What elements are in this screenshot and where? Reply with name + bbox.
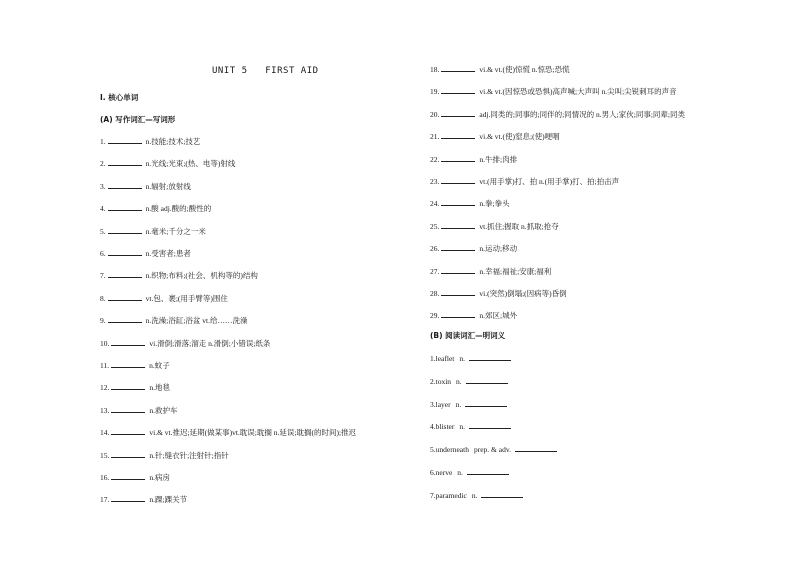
page-title: UNIT 5 FIRST AID bbox=[212, 66, 319, 76]
item-word: underneath bbox=[435, 445, 469, 455]
answer-blank bbox=[108, 270, 142, 278]
vocab-item bbox=[100, 494, 187, 505]
item-number: 24. bbox=[430, 199, 440, 209]
item-definition: adj.同类的;同事的;同伴的;同情况的 n.男人;家伙;同事;同辈;同类 bbox=[479, 109, 685, 119]
item-definition: n.织物;布料;(社会、机构等的)结构 bbox=[145, 271, 258, 281]
item-definition: n.毫米;千分之一米 bbox=[145, 226, 206, 236]
item-definition: n.运动;移动 bbox=[479, 244, 518, 254]
item-definition: n.拳;拳头 bbox=[479, 199, 510, 209]
vocab-item bbox=[100, 248, 191, 259]
answer-blank bbox=[441, 310, 475, 318]
item-definition: vi.& vt.推迟;延期(做某事)vt.耽误;耽搁 n.延误;耽搁(的时间);推迟 bbox=[149, 428, 357, 438]
answer-blank bbox=[441, 109, 475, 117]
item-definition: vt.抓住;握取 n.抓取;抢夺 bbox=[479, 221, 559, 231]
reading-item bbox=[430, 444, 561, 455]
item-number: 11. bbox=[100, 361, 110, 370]
item-number: 5. bbox=[100, 226, 106, 236]
reading-item bbox=[430, 376, 512, 387]
item-number: 2. bbox=[100, 159, 106, 169]
item-definition: n.幸福;福祉;安康;福利 bbox=[479, 266, 552, 276]
vocab-item bbox=[100, 270, 258, 281]
item-definition: n.光线;光束;(热、电等)射线 bbox=[145, 159, 236, 169]
item-number: 18. bbox=[430, 65, 440, 74]
item-word: nerve bbox=[435, 468, 453, 477]
answer-blank bbox=[108, 203, 142, 211]
section-heading-writing-vocab: (A) 写作词汇—写词形 bbox=[100, 115, 176, 124]
item-number: 4. bbox=[100, 204, 106, 214]
answer-blank bbox=[466, 376, 508, 384]
item-number: 28. bbox=[430, 289, 440, 298]
item-number: 16. bbox=[100, 473, 110, 482]
item-definition: n.技能;技术;技艺 bbox=[145, 137, 201, 146]
item-number: 25. bbox=[430, 221, 440, 231]
item-number: 4. bbox=[430, 422, 436, 432]
item-number: 2. bbox=[430, 376, 436, 386]
answer-blank bbox=[441, 64, 475, 72]
answer-blank bbox=[441, 221, 475, 229]
item-number: 22. bbox=[430, 154, 440, 164]
vocab-item bbox=[100, 181, 191, 192]
vocab-item bbox=[430, 154, 517, 165]
reading-item bbox=[430, 467, 513, 478]
reading-item bbox=[430, 353, 515, 364]
item-definition: vi.滑倒;滑落;溜走 n.滑倒;小错误;纸条 bbox=[149, 338, 271, 348]
item-number: 13. bbox=[100, 405, 110, 415]
answer-blank bbox=[111, 450, 145, 458]
answer-blank bbox=[465, 399, 507, 407]
answer-blank bbox=[441, 266, 475, 274]
item-part-of-speech: n. bbox=[455, 399, 462, 409]
item-definition: n.酸 adj.酸的;酸性的 bbox=[145, 204, 212, 214]
item-definition: n.针;缝衣针;注射针;指针 bbox=[149, 450, 229, 460]
item-part-of-speech: n. bbox=[457, 468, 463, 477]
item-number: 17. bbox=[100, 495, 110, 505]
answer-blank bbox=[111, 338, 145, 346]
reading-item bbox=[430, 490, 527, 501]
item-part-of-speech: n. bbox=[459, 422, 465, 432]
item-definition: n.蚊子 bbox=[149, 361, 170, 370]
answer-blank bbox=[441, 154, 475, 162]
item-definition: n.牛排;肉排 bbox=[479, 154, 518, 164]
vocab-item bbox=[430, 86, 677, 97]
item-number: 5. bbox=[430, 445, 436, 455]
item-part-of-speech: n. bbox=[471, 490, 478, 500]
answer-blank bbox=[111, 360, 145, 368]
item-number: 14. bbox=[100, 428, 110, 438]
item-number: 6. bbox=[430, 468, 436, 477]
item-definition: n.救护车 bbox=[149, 405, 178, 415]
answer-blank bbox=[481, 490, 523, 498]
vocab-item bbox=[100, 405, 178, 416]
vocab-item bbox=[100, 315, 248, 326]
vocab-item bbox=[100, 450, 229, 461]
vocab-item bbox=[100, 293, 228, 304]
vocab-item bbox=[430, 266, 551, 277]
answer-blank bbox=[441, 176, 475, 184]
item-part-of-speech: n. bbox=[459, 354, 465, 363]
answer-blank bbox=[111, 382, 145, 390]
item-number: 15. bbox=[100, 450, 110, 460]
answer-blank bbox=[469, 353, 511, 361]
vocab-item bbox=[430, 243, 517, 254]
item-definition: n.郊区;城外 bbox=[479, 311, 518, 321]
item-definition: vi.& vt.(因惊恐或恐惧)高声喊;大声叫 n.尖叫;尖锐刺耳的声音 bbox=[479, 87, 677, 97]
item-number: 26. bbox=[430, 244, 440, 254]
item-word: toxin bbox=[435, 376, 452, 386]
vocab-item bbox=[100, 338, 270, 349]
vocab-item bbox=[100, 360, 170, 371]
item-word: paramedic bbox=[435, 490, 467, 500]
item-definition: n.病房 bbox=[149, 473, 170, 482]
answer-blank bbox=[469, 421, 511, 429]
item-definition: vt.(用手掌)打、拍 n.(用手掌)打、拍;拍击声 bbox=[479, 177, 620, 186]
answer-blank bbox=[441, 86, 475, 94]
vocab-item bbox=[430, 288, 567, 299]
answer-blank bbox=[441, 131, 475, 139]
answer-blank bbox=[111, 494, 145, 502]
answer-blank bbox=[441, 288, 475, 296]
item-word: blister bbox=[435, 422, 455, 432]
answer-blank bbox=[467, 467, 509, 475]
item-number: 6. bbox=[100, 249, 106, 258]
item-definition: n.地毯 bbox=[149, 383, 170, 393]
vocab-item bbox=[430, 221, 559, 232]
item-number: 7. bbox=[100, 271, 106, 281]
vocab-item bbox=[100, 158, 235, 169]
item-number: 10. bbox=[100, 338, 110, 348]
answer-blank bbox=[111, 427, 145, 435]
reading-item bbox=[430, 399, 511, 410]
item-number: 19. bbox=[430, 87, 440, 97]
vocab-item bbox=[100, 226, 206, 237]
item-definition: vt.包、裹;(用手臂等)围住 bbox=[145, 293, 228, 303]
vocab-item bbox=[100, 203, 211, 214]
answer-blank bbox=[111, 405, 145, 413]
answer-blank bbox=[108, 248, 142, 256]
reading-item bbox=[430, 421, 515, 432]
answer-blank bbox=[111, 472, 145, 480]
item-number: 3. bbox=[430, 399, 436, 409]
answer-blank bbox=[108, 136, 142, 144]
answer-blank bbox=[515, 444, 557, 452]
item-number: 20. bbox=[430, 109, 440, 119]
answer-blank bbox=[441, 243, 475, 251]
item-definition: vi.(突然)倒塌;(因病等)昏倒 bbox=[479, 289, 567, 298]
vocab-item bbox=[430, 131, 560, 142]
item-number: 7. bbox=[430, 490, 436, 500]
answer-blank bbox=[108, 226, 142, 234]
item-number: 27. bbox=[430, 266, 440, 276]
item-number: 1. bbox=[430, 354, 436, 363]
vocab-item bbox=[430, 310, 517, 321]
vocab-item bbox=[430, 109, 685, 120]
item-number: 3. bbox=[100, 181, 106, 191]
item-number: 23. bbox=[430, 177, 440, 186]
item-number: 21. bbox=[430, 132, 440, 142]
item-number: 1. bbox=[100, 137, 106, 146]
item-definition: n.受害者;患者 bbox=[145, 249, 191, 258]
vocab-item bbox=[430, 64, 570, 75]
answer-blank bbox=[108, 293, 142, 301]
item-definition: n.踝;踝关节 bbox=[149, 495, 188, 505]
vocab-item bbox=[100, 472, 170, 483]
vocab-item bbox=[430, 176, 619, 187]
item-number: 8. bbox=[100, 293, 106, 303]
answer-blank bbox=[108, 158, 142, 166]
item-number: 9. bbox=[100, 316, 106, 326]
vocab-item bbox=[100, 136, 200, 147]
item-definition: vi.& vt.(使)窒息;(使)哽咽 bbox=[479, 132, 560, 142]
section-heading-reading-vocab: (B) 阅读词汇—明词义 bbox=[430, 331, 506, 340]
item-definition: n.辐射;放射线 bbox=[145, 181, 191, 191]
answer-blank bbox=[108, 181, 142, 189]
item-part-of-speech: n. bbox=[456, 376, 462, 386]
vocab-item bbox=[100, 427, 356, 438]
answer-blank bbox=[108, 315, 142, 323]
item-definition: n.洗澡;浴缸;浴盆 vt.给……洗澡 bbox=[145, 316, 248, 326]
section-heading-core-words: Ⅰ. 核心单词 bbox=[100, 93, 139, 102]
item-definition: vi.& vt.(使)惊慌 n.惊恐;恐慌 bbox=[479, 65, 570, 74]
item-number: 12. bbox=[100, 383, 110, 393]
vocab-item bbox=[430, 198, 510, 209]
item-word: layer bbox=[435, 399, 451, 409]
answer-blank bbox=[441, 198, 475, 206]
item-number: 29. bbox=[430, 311, 440, 321]
item-word: leaflet bbox=[435, 354, 455, 363]
vocab-item bbox=[100, 382, 170, 393]
item-part-of-speech: prep. & adv. bbox=[473, 445, 511, 455]
